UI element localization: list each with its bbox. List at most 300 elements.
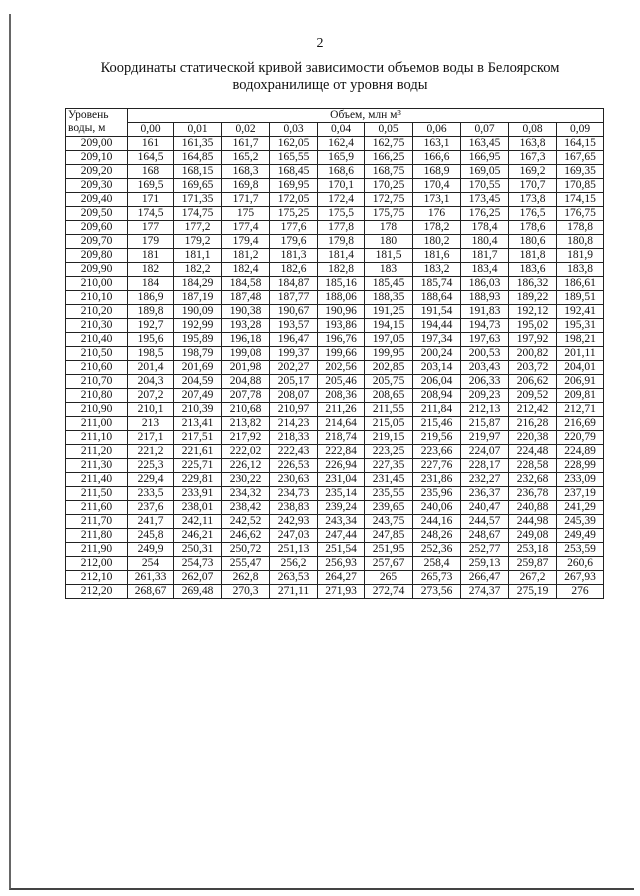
level-cell: 211,30: [66, 459, 128, 473]
volume-cell: 210,39: [174, 403, 222, 417]
volume-cell: 219,56: [413, 431, 461, 445]
volume-cell: 175,75: [365, 207, 413, 221]
volume-cell: 210,97: [270, 403, 318, 417]
volume-cell: 168,9: [413, 165, 461, 179]
volume-cell: 209,23: [461, 389, 509, 403]
volume-cell: 196,18: [222, 333, 270, 347]
volume-cell: 224,07: [461, 445, 509, 459]
volume-cell: 190,09: [174, 305, 222, 319]
table-row: [66, 389, 604, 403]
volume-cell: 244,98: [509, 515, 557, 529]
volume-cell: 188,64: [413, 291, 461, 305]
volume-cell: 173,45: [461, 193, 509, 207]
volume-cell: 196,47: [270, 333, 318, 347]
volume-cell: 219,97: [461, 431, 509, 445]
volume-cell: 170,85: [557, 179, 604, 193]
volume-cell: 238,01: [174, 501, 222, 515]
volume-cell: 245,39: [557, 515, 604, 529]
title-line-2: водохранилище от уровня воды: [232, 77, 428, 93]
volume-cell: 222,43: [270, 445, 318, 459]
volume-cell: 211,84: [413, 403, 461, 417]
volume-cell: 227,35: [365, 459, 413, 473]
volume-cell: 183: [365, 263, 413, 277]
volume-cell: 170,55: [461, 179, 509, 193]
volume-cell: 186,61: [557, 277, 604, 291]
volume-cell: 230,63: [270, 473, 318, 487]
volume-cell: 182,2: [174, 263, 222, 277]
volume-cell: 229,81: [174, 473, 222, 487]
table-row: [66, 529, 604, 543]
volume-cell: 212,42: [509, 403, 557, 417]
volume-cell: 234,73: [270, 487, 318, 501]
volume-cell: 224,89: [557, 445, 604, 459]
volume-cell: 207,2: [128, 389, 174, 403]
table-row: [66, 333, 604, 347]
volume-cell: 177,2: [174, 221, 222, 235]
volume-cell: 163,45: [461, 137, 509, 151]
volume-cell: 227,76: [413, 459, 461, 473]
volume-cell: 187,48: [222, 291, 270, 305]
volume-cell: 192,7: [128, 319, 174, 333]
volume-cell: 192,99: [174, 319, 222, 333]
level-cell: 210,60: [66, 361, 128, 375]
volume-cell: 171,35: [174, 193, 222, 207]
volume-cell: 192,12: [509, 305, 557, 319]
volume-cell: 233,5: [128, 487, 174, 501]
volume-cell: 168,3: [222, 165, 270, 179]
volume-cell: 169,05: [461, 165, 509, 179]
page-number: 2: [316, 36, 324, 51]
volume-cell: 213,82: [222, 417, 270, 431]
table-row: [66, 305, 604, 319]
volume-cell: 218,33: [270, 431, 318, 445]
volume-cell: 187,77: [270, 291, 318, 305]
volume-cell: 186,9: [128, 291, 174, 305]
volume-cell: 254,73: [174, 557, 222, 571]
volume-cell: 169,35: [557, 165, 604, 179]
volume-cell: 180: [365, 235, 413, 249]
volume-cell: 182: [128, 263, 174, 277]
volume-cell: 225,3: [128, 459, 174, 473]
volume-cell: 200,24: [413, 347, 461, 361]
table-row: [66, 571, 604, 585]
level-cell: 211,10: [66, 431, 128, 445]
volume-cell: 247,44: [318, 529, 365, 543]
volume-cell: 228,17: [461, 459, 509, 473]
level-cell: 210,50: [66, 347, 128, 361]
level-cell: 209,20: [66, 165, 128, 179]
volume-cell: 206,62: [509, 375, 557, 389]
volume-cell: 240,47: [461, 501, 509, 515]
volume-cell: 247,03: [270, 529, 318, 543]
table-row: [66, 137, 604, 151]
header-level: [66, 109, 128, 137]
volume-cell: 275,19: [509, 585, 557, 599]
volume-cell: 204,3: [128, 375, 174, 389]
volume-cell: 248,67: [461, 529, 509, 543]
volume-cell: 193,57: [270, 319, 318, 333]
volume-cell: 253,18: [509, 543, 557, 557]
volume-cell: 178,4: [461, 221, 509, 235]
volume-cell: 237,19: [557, 487, 604, 501]
volume-cell: 199,95: [365, 347, 413, 361]
volume-cell: 244,16: [413, 515, 461, 529]
volume-cell: 221,61: [174, 445, 222, 459]
volume-cell: 169,65: [174, 179, 222, 193]
volume-cell: 176,5: [509, 207, 557, 221]
level-cell: 209,00: [66, 137, 128, 151]
column-header: 0,01: [174, 123, 222, 137]
volume-cell: 185,74: [413, 277, 461, 291]
volume-cell: 180,6: [509, 235, 557, 249]
volume-cell: 172,75: [365, 193, 413, 207]
volume-cell: 176,75: [557, 207, 604, 221]
volume-cell: 211,55: [365, 403, 413, 417]
volume-cell: 172,05: [270, 193, 318, 207]
volume-cell: 208,36: [318, 389, 365, 403]
level-cell: 210,00: [66, 277, 128, 291]
volume-cell: 260,6: [557, 557, 604, 571]
volume-cell: 204,88: [222, 375, 270, 389]
volume-cell: 250,72: [222, 543, 270, 557]
header-volume: Объем, млн м³: [128, 109, 604, 123]
volume-cell: 174,15: [557, 193, 604, 207]
level-cell: 211,80: [66, 529, 128, 543]
volume-cell: 168,15: [174, 165, 222, 179]
volume-cell: 232,68: [509, 473, 557, 487]
volume-cell: 165,9: [318, 151, 365, 165]
volume-cell: 239,24: [318, 501, 365, 515]
volume-cell: 195,02: [509, 319, 557, 333]
volume-cell: 226,94: [318, 459, 365, 473]
volume-cell: 194,15: [365, 319, 413, 333]
volume-cell: 234,32: [222, 487, 270, 501]
document-title: [40, 60, 620, 94]
volume-cell: 199,66: [318, 347, 365, 361]
volume-cell: 208,65: [365, 389, 413, 403]
volume-cell: 168: [128, 165, 174, 179]
volume-cell: 184,58: [222, 277, 270, 291]
volume-cell: 181,5: [365, 249, 413, 263]
volume-cell: 202,85: [365, 361, 413, 375]
volume-cell: 199,08: [222, 347, 270, 361]
volume-cell: 181,2: [222, 249, 270, 263]
column-header: 0,06: [413, 123, 461, 137]
table-row: [66, 543, 604, 557]
volume-cell: 236,37: [461, 487, 509, 501]
table-row: [66, 249, 604, 263]
volume-cell: 247,85: [365, 529, 413, 543]
level-cell: 210,70: [66, 375, 128, 389]
header-row-1: [66, 109, 604, 123]
volume-cell: 222,84: [318, 445, 365, 459]
volume-cell: 197,63: [461, 333, 509, 347]
level-cell: 212,00: [66, 557, 128, 571]
volume-cell: 195,89: [174, 333, 222, 347]
table-row: [66, 417, 604, 431]
column-header: 0,08: [509, 123, 557, 137]
level-cell: 209,30: [66, 179, 128, 193]
volume-cell: 170,25: [365, 179, 413, 193]
volume-cell: 209,52: [509, 389, 557, 403]
table-row: [66, 263, 604, 277]
volume-cell: 268,67: [128, 585, 174, 599]
volume-cell: 189,51: [557, 291, 604, 305]
volume-cell: 259,87: [509, 557, 557, 571]
table-row: [66, 207, 604, 221]
volume-cell: 246,21: [174, 529, 222, 543]
volume-cell: 181,4: [318, 249, 365, 263]
volume-cell: 276: [557, 585, 604, 599]
volume-cell: 261,33: [128, 571, 174, 585]
volume-cell: 195,31: [557, 319, 604, 333]
volume-cell: 172,4: [318, 193, 365, 207]
volume-cell: 182,6: [270, 263, 318, 277]
volume-cell: 165,55: [270, 151, 318, 165]
volume-cell: 271,93: [318, 585, 365, 599]
volume-cell: 258,4: [413, 557, 461, 571]
volume-cell: 163,8: [509, 137, 557, 151]
volume-cell: 251,95: [365, 543, 413, 557]
volume-cell: 239,65: [365, 501, 413, 515]
volume-cell: 215,87: [461, 417, 509, 431]
volume-cell: 170,7: [509, 179, 557, 193]
table-row: [66, 375, 604, 389]
volume-cell: 197,92: [509, 333, 557, 347]
volume-cell: 180,4: [461, 235, 509, 249]
volume-cell: 166,6: [413, 151, 461, 165]
volume-cell: 183,2: [413, 263, 461, 277]
volume-cell: 237,6: [128, 501, 174, 515]
table-row: [66, 403, 604, 417]
volume-cell: 223,25: [365, 445, 413, 459]
volume-cell: 235,55: [365, 487, 413, 501]
volume-cell: 196,76: [318, 333, 365, 347]
table-row: [66, 235, 604, 249]
volume-cell: 243,75: [365, 515, 413, 529]
volume-cell: 217,51: [174, 431, 222, 445]
volume-cell: 246,62: [222, 529, 270, 543]
level-cell: 210,30: [66, 319, 128, 333]
volume-cell: 189,22: [509, 291, 557, 305]
volume-cell: 259,13: [461, 557, 509, 571]
volume-cell: 254: [128, 557, 174, 571]
volume-cell: 162,4: [318, 137, 365, 151]
table-row: [66, 431, 604, 445]
volume-cell: 267,93: [557, 571, 604, 585]
level-cell: 209,50: [66, 207, 128, 221]
volume-cell: 161,7: [222, 137, 270, 151]
volume-cell: 250,31: [174, 543, 222, 557]
volume-cell: 225,71: [174, 459, 222, 473]
volume-cell: 243,34: [318, 515, 365, 529]
volume-cell: 269,48: [174, 585, 222, 599]
volume-cell: 184,29: [174, 277, 222, 291]
volume-cell: 245,8: [128, 529, 174, 543]
volume-cell: 257,67: [365, 557, 413, 571]
volume-cell: 181,9: [557, 249, 604, 263]
volume-cell: 177: [128, 221, 174, 235]
volume-cell: 193,86: [318, 319, 365, 333]
volume-cell: 230,22: [222, 473, 270, 487]
volume-cell: 242,93: [270, 515, 318, 529]
volume-cell: 267,2: [509, 571, 557, 585]
volume-cell: 197,05: [365, 333, 413, 347]
volume-cell: 198,21: [557, 333, 604, 347]
volume-cell: 263,53: [270, 571, 318, 585]
volume-cell: 171: [128, 193, 174, 207]
table-row: [66, 165, 604, 179]
volume-cell: 232,27: [461, 473, 509, 487]
volume-cell: 256,2: [270, 557, 318, 571]
column-header: 0,02: [222, 123, 270, 137]
volume-cell: 168,6: [318, 165, 365, 179]
level-cell: 209,10: [66, 151, 128, 165]
volume-cell: 198,79: [174, 347, 222, 361]
table-row: [66, 459, 604, 473]
volume-cell: 204,59: [174, 375, 222, 389]
volume-cell: 175: [222, 207, 270, 221]
volume-cell: 183,4: [461, 263, 509, 277]
volume-cell: 169,95: [270, 179, 318, 193]
volume-cell: 252,36: [413, 543, 461, 557]
volume-cell: 241,29: [557, 501, 604, 515]
volume-cell: 202,56: [318, 361, 365, 375]
volume-cell: 195,6: [128, 333, 174, 347]
volume-cell: 210,68: [222, 403, 270, 417]
volume-cell: 179: [128, 235, 174, 249]
level-cell: 209,40: [66, 193, 128, 207]
volume-cell: 233,09: [557, 473, 604, 487]
volume-cell: 173,1: [413, 193, 461, 207]
volume-cell: 179,8: [318, 235, 365, 249]
volume-cell: 233,91: [174, 487, 222, 501]
volume-cell: 249,08: [509, 529, 557, 543]
volume-cell: 251,54: [318, 543, 365, 557]
volume-cell: 175,5: [318, 207, 365, 221]
volume-cell: 188,35: [365, 291, 413, 305]
volume-cell: 242,52: [222, 515, 270, 529]
volume-cell: 265: [365, 571, 413, 585]
table-row: [66, 179, 604, 193]
volume-cell: 173,8: [509, 193, 557, 207]
volume-cell: 204,01: [557, 361, 604, 375]
volume-cell: 226,53: [270, 459, 318, 473]
volume-cell: 217,92: [222, 431, 270, 445]
volume-cell: 215,05: [365, 417, 413, 431]
volume-table: [65, 108, 604, 599]
volume-cell: 244,57: [461, 515, 509, 529]
volume-cell: 216,69: [557, 417, 604, 431]
volume-cell: 201,98: [222, 361, 270, 375]
table-row: [66, 193, 604, 207]
volume-cell: 179,4: [222, 235, 270, 249]
volume-cell: 178,8: [557, 221, 604, 235]
volume-cell: 231,86: [413, 473, 461, 487]
volume-cell: 220,79: [557, 431, 604, 445]
volume-cell: 201,11: [557, 347, 604, 361]
volume-cell: 171,7: [222, 193, 270, 207]
volume-cell: 205,46: [318, 375, 365, 389]
volume-cell: 273,56: [413, 585, 461, 599]
volume-cell: 182,8: [318, 263, 365, 277]
level-cell: 211,70: [66, 515, 128, 529]
table-row: [66, 585, 604, 599]
table-row: [66, 361, 604, 375]
volume-cell: 256,93: [318, 557, 365, 571]
volume-cell: 168,45: [270, 165, 318, 179]
level-cell: 212,20: [66, 585, 128, 599]
header-level-line-2: воды, м: [68, 122, 106, 134]
volume-cell: 191,54: [413, 305, 461, 319]
volume-cell: 190,38: [222, 305, 270, 319]
volume-cell: 168,75: [365, 165, 413, 179]
volume-cell: 270,3: [222, 585, 270, 599]
volume-cell: 202,27: [270, 361, 318, 375]
level-cell: 211,20: [66, 445, 128, 459]
volume-cell: 194,44: [413, 319, 461, 333]
volume-cell: 205,17: [270, 375, 318, 389]
volume-cell: 198,5: [128, 347, 174, 361]
header-level-line-1: Уровень: [68, 109, 109, 121]
volume-cell: 169,2: [509, 165, 557, 179]
volume-cell: 218,74: [318, 431, 365, 445]
volume-cell: 248,26: [413, 529, 461, 543]
volume-cell: 162,75: [365, 137, 413, 151]
volume-cell: 271,11: [270, 585, 318, 599]
volume-cell: 228,99: [557, 459, 604, 473]
volume-cell: 184,87: [270, 277, 318, 291]
volume-cell: 183,6: [509, 263, 557, 277]
volume-cell: 188,06: [318, 291, 365, 305]
volume-cell: 229,4: [128, 473, 174, 487]
level-cell: 210,20: [66, 305, 128, 319]
volume-cell: 161: [128, 137, 174, 151]
volume-cell: 184: [128, 277, 174, 291]
column-header: 0,03: [270, 123, 318, 137]
volume-cell: 181,8: [509, 249, 557, 263]
volume-cell: 235,96: [413, 487, 461, 501]
volume-cell: 214,23: [270, 417, 318, 431]
volume-cell: 212,71: [557, 403, 604, 417]
table-row: [66, 501, 604, 515]
volume-cell: 183,8: [557, 263, 604, 277]
volume-cell: 185,45: [365, 277, 413, 291]
table-row: [66, 221, 604, 235]
volume-cell: 179,2: [174, 235, 222, 249]
level-cell: 211,50: [66, 487, 128, 501]
volume-cell: 228,58: [509, 459, 557, 473]
volume-cell: 272,74: [365, 585, 413, 599]
header-row-2: [66, 123, 604, 137]
volume-cell: 176,25: [461, 207, 509, 221]
table-body: [66, 137, 604, 599]
volume-cell: 194,73: [461, 319, 509, 333]
level-cell: 211,60: [66, 501, 128, 515]
volume-cell: 241,7: [128, 515, 174, 529]
volume-cell: 236,78: [509, 487, 557, 501]
table-row: [66, 473, 604, 487]
column-header: 0,07: [461, 123, 509, 137]
volume-cell: 164,85: [174, 151, 222, 165]
volume-cell: 164,15: [557, 137, 604, 151]
table-row: [66, 319, 604, 333]
volume-cell: 181,3: [270, 249, 318, 263]
level-cell: 210,10: [66, 291, 128, 305]
table-row: [66, 445, 604, 459]
level-cell: 210,90: [66, 403, 128, 417]
table-row: [66, 487, 604, 501]
